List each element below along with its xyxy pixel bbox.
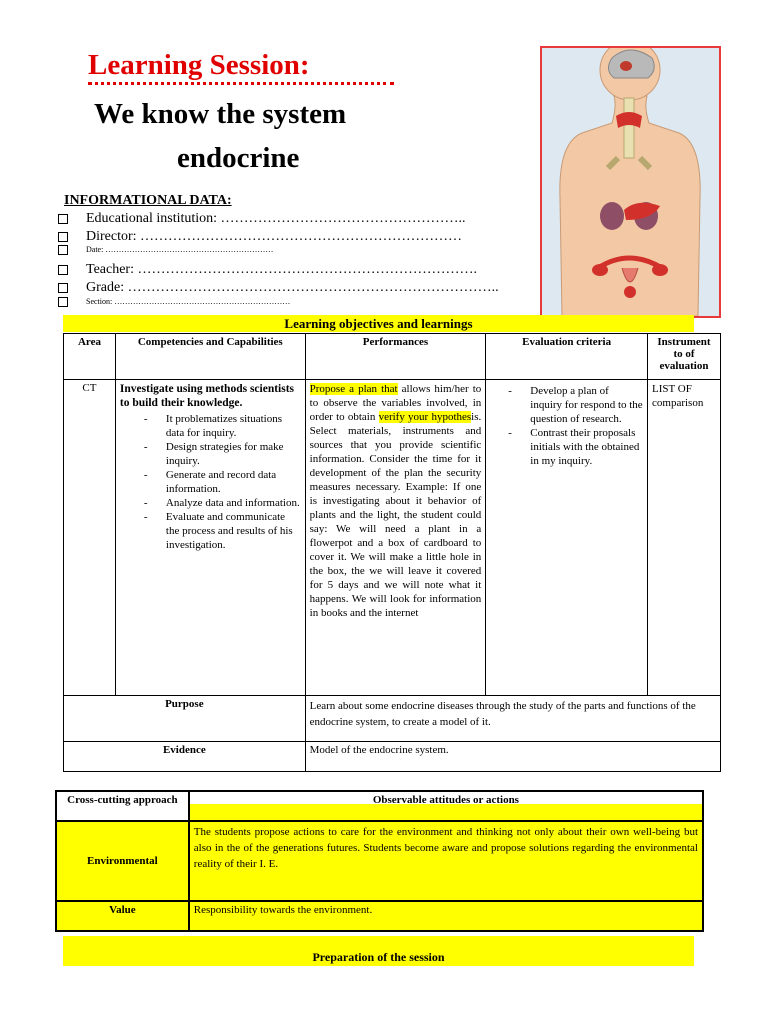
- page-title-line2: endocrine: [177, 142, 300, 174]
- list-item: - Develop a plan of inquiry for respond to the question of research.: [508, 384, 643, 426]
- value-text: Responsibility towards the environment.: [189, 901, 703, 931]
- session-label: Learning Session:: [88, 48, 394, 85]
- environmental-row: [56, 821, 703, 901]
- purpose-text: Learn about some endocrine diseases through the study of the parts and functions of the endocrine system, to create a model of it.: [305, 696, 720, 742]
- checkbox-icon: [58, 214, 68, 224]
- criteria-list: [508, 384, 643, 468]
- info-row-date: Date: ………………………………………………………: [58, 245, 273, 255]
- checkbox-icon: [58, 265, 68, 275]
- learning-objectives-title: Learning objectives and learnings: [63, 315, 694, 332]
- list-item: - Evaluate and communicate the process and results of his investigation.: [144, 510, 301, 552]
- environmental-label: Environmental: [56, 821, 189, 901]
- checkbox-icon: [58, 232, 68, 242]
- header-area: Area: [64, 334, 116, 380]
- header-observable-attitudes: Observable attitudes or actions: [189, 791, 703, 821]
- info-row-grade: Grade: ……………………………………………………………………..: [58, 280, 499, 296]
- area-cell: CT: [64, 380, 116, 696]
- list-item: - Contrast their proposals initials with the obtained in my inquiry.: [508, 426, 643, 468]
- competency-cell: [115, 380, 305, 696]
- informational-data-heading: INFORMATIONAL DATA:: [64, 193, 232, 208]
- capabilities-list: [144, 412, 301, 552]
- purpose-label: Purpose: [64, 696, 306, 742]
- performance-text-2: is. Select materials, instruments and sources that you provide scientific information. Consider the time for it development of the plan the security measures necessary. Example: If one is investigating about it behavior of plants and the light, the student could say: We will need a plant in a flowerpot and a box of cardboard to cover it. We will make a little hole in the box, the we will leave it covered for 5 days and we will note what it happens. We will look for information in books and the internet: [309, 411, 482, 619]
- performance-text-1: allows him/her to to observe the variables involved, in order to obtain: [309, 383, 482, 423]
- human-body-icon: [542, 48, 719, 316]
- evidence-label: Evidence: [64, 742, 306, 772]
- crosscutting-table: [55, 790, 704, 932]
- purpose-row: [64, 696, 721, 742]
- info-row-director: Director: ……………………………………………………………: [58, 229, 462, 245]
- environmental-text: The students propose actions to care for the environment and thinking not only about their own well-being but also in the of the generations futures. Students become aware and propose solutions regarding the environmental reality of their I. E.: [189, 821, 703, 901]
- criteria-cell: [486, 380, 648, 696]
- checkbox-icon: [58, 297, 68, 307]
- performance-highlight-2: verify your hypothes: [378, 411, 472, 423]
- list-item: - It problematizes situations data for inquiry.: [144, 412, 301, 440]
- evidence-text: Model of the endocrine system.: [305, 742, 720, 772]
- info-row-teacher: Teacher: ……………………………………………………………….: [58, 262, 477, 278]
- header-crosscutting-approach: Cross-cutting approach: [56, 791, 189, 821]
- competency-title: Investigate using methods scientists to build their knowledge.: [119, 383, 295, 409]
- checkbox-icon: [58, 245, 68, 255]
- table-header-row: [64, 334, 721, 380]
- header-competencies: Competencies and Capabilities: [115, 334, 305, 380]
- evidence-row: [64, 742, 721, 772]
- list-item: - Design strategies for make inquiry.: [144, 440, 301, 468]
- table-header-row: [56, 791, 703, 821]
- header-instrument: Instrument to of evaluation: [648, 334, 721, 380]
- instrument-cell: LIST OF comparison: [648, 380, 721, 696]
- info-row-institution: Educational institution: ……………………………………………..: [58, 211, 466, 227]
- value-label: Value: [56, 901, 189, 931]
- endocrine-system-illustration: [540, 46, 721, 318]
- value-row: [56, 901, 703, 931]
- table-row: [64, 380, 721, 696]
- list-item: - Generate and record data information.: [144, 468, 301, 496]
- preparation-heading: Preparation of the session: [63, 936, 694, 966]
- checkbox-icon: [58, 283, 68, 293]
- learning-objectives-table: [63, 333, 721, 772]
- performance-highlight-1: Propose a plan that: [309, 383, 398, 395]
- page-title-line1: We know the system: [94, 98, 347, 130]
- info-row-section: Section: …………………………………………………………: [58, 297, 290, 307]
- list-item: - Analyze data and information.: [144, 496, 301, 510]
- header-performances: Performances: [305, 334, 486, 380]
- performance-cell: [305, 380, 486, 696]
- header-evaluation-criteria: Evaluation criteria: [486, 334, 648, 380]
